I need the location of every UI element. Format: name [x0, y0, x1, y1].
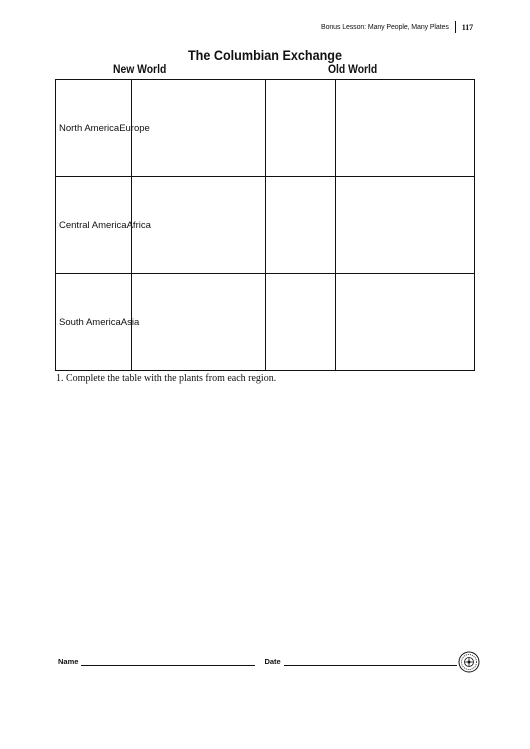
- table-divider: [265, 80, 266, 370]
- date-field[interactable]: [284, 656, 457, 666]
- exchange-table: [55, 79, 475, 371]
- lesson-title: Bonus Lesson: Many People, Many Plates: [321, 23, 449, 31]
- page-header: [321, 21, 473, 33]
- page-number: 117: [461, 22, 473, 32]
- new-world-region: North America: [59, 123, 120, 134]
- new-world-heading: New World: [113, 64, 167, 76]
- new-world-region: Central America: [59, 220, 127, 231]
- name-field[interactable]: [81, 656, 255, 666]
- table-divider: [56, 273, 474, 274]
- old-world-region: Africa: [126, 220, 151, 231]
- table-divider: [56, 176, 474, 177]
- footer: [58, 656, 457, 666]
- table-row-label: [59, 123, 150, 134]
- table-row-label: [59, 220, 151, 231]
- date-label: Date: [264, 657, 281, 666]
- worksheet-title: The Columbian Exchange: [187, 47, 343, 63]
- table-divider: [335, 80, 336, 370]
- new-world-region: South America: [59, 317, 121, 328]
- old-world-heading: Old World: [328, 64, 378, 76]
- instruction-text: 1. Complete the table with the plants from each region.: [56, 373, 277, 384]
- table-row-label: [59, 317, 139, 328]
- name-label: Name: [58, 657, 79, 666]
- seal-icon: [458, 651, 480, 673]
- old-world-region: Europe: [119, 123, 150, 134]
- header-divider: [455, 21, 456, 33]
- old-world-region: Asia: [120, 317, 140, 328]
